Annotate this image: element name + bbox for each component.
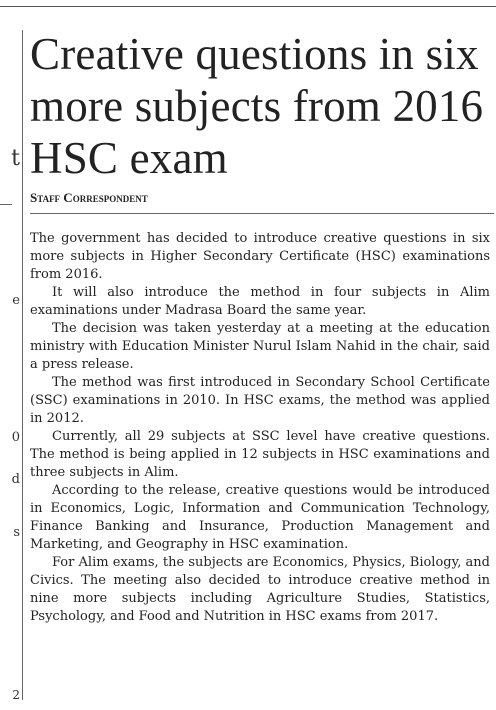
left-column-fragment: s — [13, 525, 20, 540]
left-column-fragment: t — [11, 146, 20, 171]
top-rule — [0, 6, 496, 7]
byline-rule — [30, 213, 494, 214]
article-paragraph: According to the release, creative questions would be introduced in Economics, Logic, Information and Communication Technology, Finance Banking and Insurance, Production Management and Marketing, and Geography in HSC examination. — [30, 483, 490, 552]
left-column-fragment: d — [11, 472, 20, 487]
left-column-fragment: 0 — [11, 430, 20, 445]
column-divider — [22, 30, 23, 700]
article-headline: Creative questions in six more subjects from 2016 HSC exam — [30, 29, 484, 183]
article-paragraph: For Alim exams, the subjects are Economics, Physics, Biology, and Civics. The meeting also decided to introduce creative method in nine more subjects including Agriculture Studies, Statistics, Psychology, and Food and Nutrition in HSC exams from 2017. — [30, 555, 490, 624]
left-column-fragment: 2 — [12, 688, 20, 702]
article-paragraph: The government has decided to introduce creative questions in six more subjects in Higher Secondary Certificate (HSC) examinations from 2016. — [30, 231, 490, 282]
article-byline: Staff Correspondent — [30, 190, 148, 205]
left-column-fragment: e — [12, 293, 20, 308]
article-paragraph: It will also introduce the method in four subjects in Alim examinations under Madrasa Board the same year. — [30, 285, 490, 318]
article-paragraph: Currently, all 29 subjects at SSC level have creative questions. The method is being applied in 12 subjects in HSC examinations and three subjects in Alim. — [30, 429, 490, 480]
left-column-rule — [0, 204, 12, 205]
article-paragraph: The method was first introduced in Secondary School Certificate (SSC) examinations in 2010. In HSC exams, the method was applied in 2012. — [30, 375, 490, 426]
article-paragraph: The decision was taken yesterday at a meeting at the education ministry with Education Minister Nurul Islam Nahid in the chair, said a press release. — [30, 321, 490, 372]
article-body — [30, 230, 490, 626]
